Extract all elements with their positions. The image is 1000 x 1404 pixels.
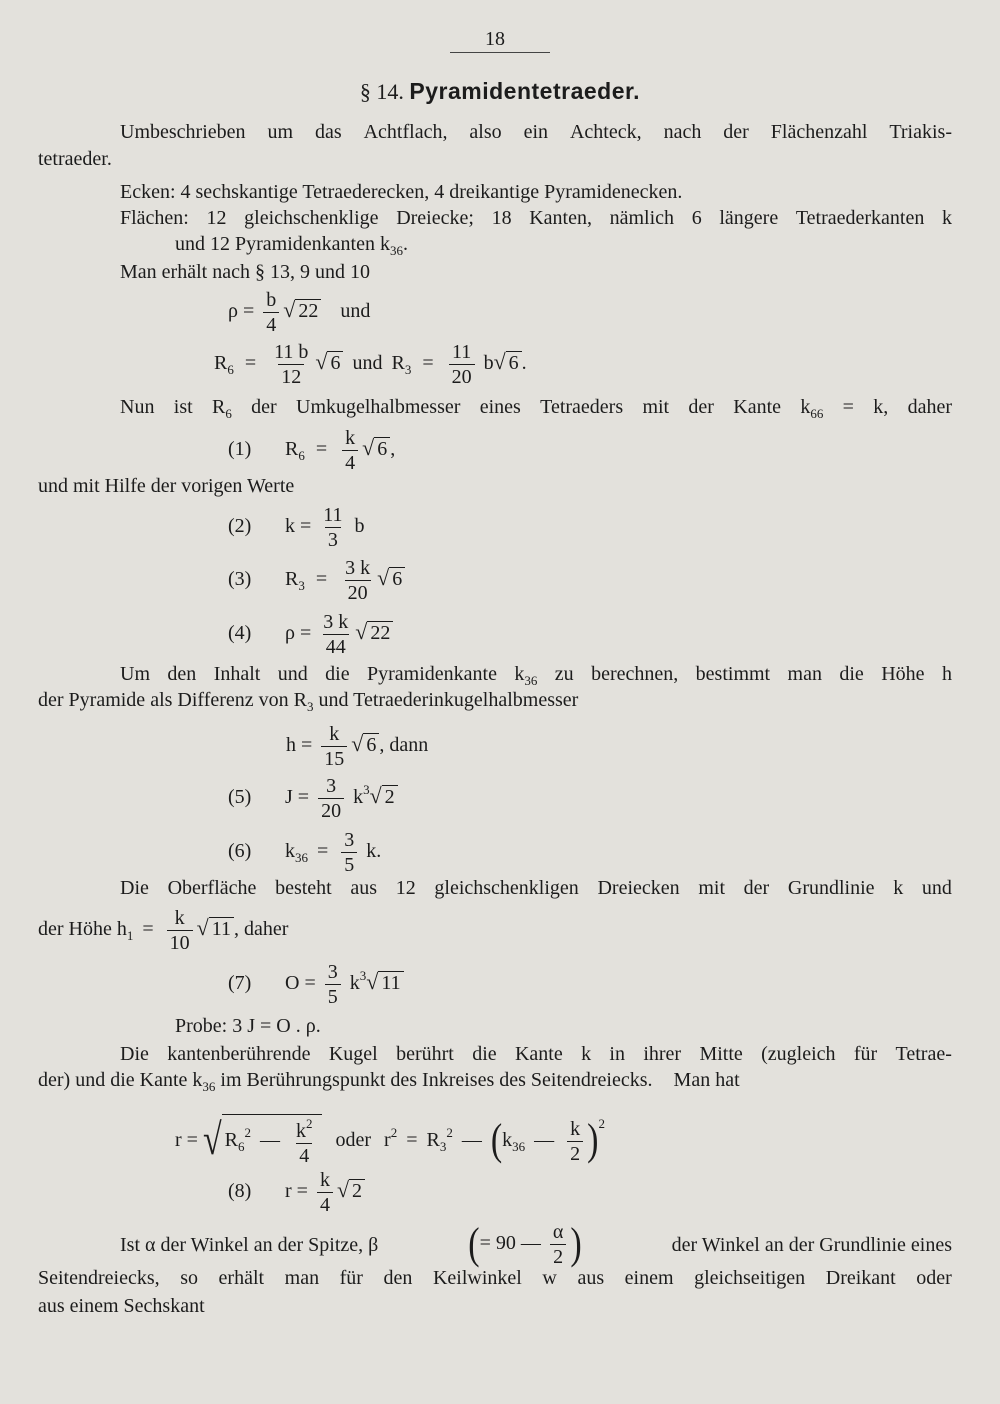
left-paren: ( bbox=[468, 1219, 480, 1268]
word: und bbox=[277, 663, 308, 685]
denominator: 5 bbox=[341, 852, 357, 875]
word: Die bbox=[120, 877, 149, 899]
denominator: 4 bbox=[342, 450, 358, 473]
text: der Winkel an der Grundlinie eines bbox=[671, 1233, 952, 1256]
word: Pyramidenkante bbox=[367, 663, 497, 685]
word: ist bbox=[173, 396, 193, 418]
equation-label: (5) bbox=[228, 786, 252, 809]
superscript: 2 bbox=[446, 1125, 453, 1140]
text: und bbox=[352, 352, 383, 375]
word: das bbox=[314, 121, 342, 143]
denominator: 10 bbox=[167, 930, 193, 953]
word: k bbox=[942, 207, 952, 229]
inhalt-line-2 bbox=[38, 688, 578, 719]
word: Tetraederkanten bbox=[795, 207, 925, 229]
symbol: R bbox=[426, 1129, 440, 1151]
kugel-line bbox=[120, 1042, 952, 1066]
word: Oberfläche bbox=[167, 877, 257, 899]
minus: — bbox=[259, 1129, 280, 1151]
word: nämlich bbox=[609, 207, 675, 229]
denominator: 4 bbox=[296, 1143, 312, 1166]
numerator: 3 k bbox=[345, 557, 371, 579]
word: Kanten, bbox=[529, 207, 592, 229]
word: einem bbox=[624, 1267, 674, 1289]
nach-line: Man erhält nach § 13, 9 und 10 bbox=[120, 261, 370, 283]
fraction bbox=[271, 342, 311, 387]
text: , bbox=[390, 438, 396, 461]
word: Umbeschrieben bbox=[120, 121, 246, 143]
fraction bbox=[263, 290, 279, 335]
section-number: § 14. bbox=[359, 79, 404, 104]
text: b bbox=[483, 352, 494, 375]
lhs: h = bbox=[286, 734, 313, 757]
equals: = bbox=[142, 918, 154, 941]
equation-label: (7) bbox=[228, 972, 252, 995]
lhs: r = bbox=[285, 1180, 308, 1203]
ecken-line: Ecken: 4 sechskantige Tetraederecken, 4 dreikantige Pyramidenecken. bbox=[120, 181, 683, 203]
numerator: 11 b bbox=[274, 341, 309, 363]
text: b bbox=[354, 515, 365, 538]
fraction bbox=[567, 1119, 583, 1164]
word: 12 bbox=[395, 877, 416, 899]
sqrt-sign: √ bbox=[366, 969, 379, 995]
text: , dann bbox=[379, 734, 429, 757]
numerator: 11 bbox=[323, 504, 343, 526]
ist-line-3: aus einem Sechskant bbox=[38, 1295, 205, 1317]
symbol: k bbox=[502, 1129, 513, 1151]
subscript: 6 bbox=[227, 362, 234, 378]
text: oder bbox=[335, 1129, 372, 1151]
symbol: k bbox=[285, 840, 295, 863]
sqrt-sign: √ bbox=[369, 783, 382, 809]
lhs: J = bbox=[285, 786, 310, 809]
word: oder bbox=[916, 1267, 952, 1289]
word: ein bbox=[523, 121, 549, 143]
word: der bbox=[251, 396, 277, 418]
header-rule bbox=[450, 52, 550, 53]
word: aus bbox=[350, 877, 378, 899]
word: eines bbox=[479, 396, 521, 418]
equation-5 bbox=[228, 776, 398, 821]
text: Man hat bbox=[673, 1069, 740, 1091]
numerator: b bbox=[266, 289, 277, 311]
radicand: 6 bbox=[363, 733, 379, 756]
word: daher bbox=[907, 396, 952, 418]
word: h bbox=[941, 663, 952, 685]
equation-label: (6) bbox=[228, 840, 252, 863]
word: gleichschenkligen bbox=[434, 877, 579, 899]
word: man bbox=[787, 663, 822, 685]
equation-label: (4) bbox=[228, 622, 252, 645]
word: der bbox=[743, 877, 770, 899]
word: Nun bbox=[120, 396, 155, 418]
text: . bbox=[521, 352, 527, 375]
text: = 90 — bbox=[479, 1232, 541, 1255]
text: der) und die Kante k bbox=[38, 1069, 203, 1091]
sqrt-sign: √ bbox=[283, 297, 296, 323]
equals: = bbox=[406, 1129, 418, 1151]
fraction bbox=[341, 830, 357, 875]
word: ihrer bbox=[643, 1043, 682, 1065]
numerator: k bbox=[570, 1117, 581, 1140]
numerator: k bbox=[319, 1169, 330, 1191]
word: in bbox=[609, 1043, 625, 1065]
word: und bbox=[921, 877, 952, 899]
denominator: 12 bbox=[278, 364, 304, 387]
equals: = bbox=[422, 352, 434, 375]
denominator: 3 bbox=[325, 527, 341, 550]
equation-3 bbox=[228, 558, 405, 603]
denominator: 20 bbox=[345, 580, 371, 603]
rho-equation bbox=[228, 290, 370, 335]
superscript: 2 bbox=[390, 1125, 398, 1140]
radicand: 6 bbox=[389, 567, 405, 590]
word: Umkugelhalbmesser bbox=[296, 396, 461, 418]
numerator bbox=[293, 1117, 316, 1143]
superscript: 3 bbox=[359, 968, 367, 984]
ober-line bbox=[120, 876, 952, 900]
radicand: 22 bbox=[295, 299, 321, 322]
equation-1 bbox=[228, 428, 395, 473]
numerator: k bbox=[174, 907, 185, 929]
word: nach bbox=[663, 121, 702, 143]
word: mit bbox=[698, 877, 725, 899]
paragraph-line bbox=[120, 120, 952, 144]
subscript: 3 bbox=[298, 578, 305, 594]
word: berührt bbox=[396, 1043, 454, 1065]
word: den bbox=[167, 663, 197, 685]
minus: — bbox=[534, 1129, 555, 1151]
fraction bbox=[318, 776, 344, 821]
sqrt-sign: √ bbox=[493, 349, 506, 375]
subscript: 1 bbox=[126, 928, 134, 944]
word: w bbox=[542, 1267, 557, 1289]
lhs: O = bbox=[285, 972, 316, 995]
fraction bbox=[167, 908, 193, 953]
lhs: ρ = bbox=[285, 622, 312, 645]
text: k. bbox=[366, 840, 382, 863]
equation-2 bbox=[228, 505, 365, 550]
equation-label: (3) bbox=[228, 568, 252, 591]
equation-label: (2) bbox=[228, 515, 252, 538]
radicand: 22 bbox=[367, 621, 393, 644]
word: 6 bbox=[691, 207, 702, 229]
text: im Berührungspunkt des Inkreises des Seitendreiecks. bbox=[220, 1069, 653, 1091]
subscript: 66 bbox=[810, 406, 824, 421]
denominator: 2 bbox=[567, 1141, 583, 1164]
superscript: 2 bbox=[598, 1116, 605, 1131]
r-radius-equation bbox=[175, 1112, 605, 1166]
word: längere bbox=[719, 207, 779, 229]
word: Achteck, bbox=[569, 121, 642, 143]
word: bestimmt bbox=[695, 663, 771, 685]
fraction bbox=[317, 1170, 333, 1215]
denominator: 15 bbox=[321, 746, 347, 769]
word: 12 bbox=[206, 207, 227, 229]
word: also bbox=[469, 121, 502, 143]
radicand: 2 bbox=[382, 785, 398, 808]
paragraph-line: tetraeder. bbox=[38, 148, 112, 170]
word: Achtflach, bbox=[363, 121, 448, 143]
word: Seitendreiecks, bbox=[38, 1267, 160, 1289]
word: Um bbox=[120, 663, 150, 685]
word: k, bbox=[873, 396, 889, 418]
denominator: 5 bbox=[325, 984, 341, 1007]
text: der Pyramide als Differenz von R bbox=[38, 689, 307, 711]
equation-label: (8) bbox=[228, 1180, 252, 1203]
subscript: 36 bbox=[389, 243, 403, 258]
probe-line: Probe: 3 J = O . ρ. bbox=[175, 1015, 321, 1037]
word: 18 bbox=[491, 207, 512, 229]
word: Mitte bbox=[699, 1043, 743, 1065]
word: Flächenzahl bbox=[770, 121, 868, 143]
word: den bbox=[383, 1267, 413, 1289]
word: Keilwinkel bbox=[432, 1267, 522, 1289]
fraction bbox=[449, 342, 475, 387]
superscript: 2 bbox=[244, 1125, 251, 1140]
r-equation bbox=[214, 342, 527, 387]
flaechen-line bbox=[120, 206, 952, 230]
denominator: 44 bbox=[323, 634, 349, 657]
text: der Höhe h bbox=[38, 918, 127, 941]
equation-label: (1) bbox=[228, 438, 252, 461]
numerator: k bbox=[345, 427, 356, 449]
text: . bbox=[402, 233, 408, 255]
word: die bbox=[472, 1043, 497, 1065]
word: Kante bbox=[733, 396, 782, 418]
word: um bbox=[267, 121, 294, 143]
right-paren: ) bbox=[587, 1116, 599, 1165]
equation-4 bbox=[228, 612, 393, 657]
word: so bbox=[180, 1267, 198, 1289]
word: Triakis- bbox=[889, 121, 952, 143]
word: (zugleich bbox=[761, 1043, 836, 1065]
word: Tetrae- bbox=[895, 1043, 952, 1065]
radicand: 11 bbox=[209, 917, 234, 940]
text: , daher bbox=[233, 918, 289, 941]
word: Kante bbox=[514, 1043, 563, 1065]
text: Ist α der Winkel an der Spitze, β bbox=[120, 1233, 379, 1256]
ist-line bbox=[120, 1219, 952, 1268]
subscript: 36 bbox=[295, 850, 308, 866]
sqrt-sign: √ bbox=[355, 619, 368, 645]
symbol: R bbox=[391, 352, 405, 375]
symbol: r bbox=[384, 1129, 391, 1151]
equals: = bbox=[244, 352, 257, 375]
equals: = bbox=[315, 438, 328, 461]
word: berechnen, bbox=[591, 663, 679, 685]
symbol: k bbox=[295, 1119, 306, 1142]
ober-line-2 bbox=[38, 908, 288, 953]
word: die bbox=[839, 663, 864, 685]
radicand-group bbox=[222, 1114, 323, 1166]
minus: — bbox=[461, 1129, 482, 1151]
word: Tetraeders bbox=[540, 396, 624, 418]
h-equation bbox=[286, 724, 428, 769]
fraction bbox=[320, 505, 345, 550]
numerator: 3 bbox=[326, 775, 337, 797]
word: Grundlinie bbox=[787, 877, 875, 899]
lhs: r = bbox=[175, 1129, 198, 1151]
subscript: 6 bbox=[237, 1139, 245, 1154]
word-group bbox=[800, 395, 823, 426]
beta-expression bbox=[468, 1219, 582, 1268]
denominator: 20 bbox=[318, 798, 344, 821]
sqrt-sign: √ bbox=[362, 435, 375, 461]
fraction bbox=[550, 1222, 566, 1267]
lhs: k = bbox=[285, 515, 312, 538]
word: zu bbox=[554, 663, 574, 685]
word: der bbox=[688, 396, 714, 418]
word: R bbox=[211, 396, 226, 418]
word: die bbox=[325, 663, 350, 685]
nun-line bbox=[120, 395, 952, 426]
numerator: 3 bbox=[344, 829, 355, 851]
word: mit bbox=[642, 396, 670, 418]
word: für bbox=[339, 1267, 363, 1289]
word: Die bbox=[120, 1043, 149, 1065]
word: k bbox=[581, 1043, 592, 1065]
denominator: 20 bbox=[449, 364, 475, 387]
text: und Tetraederinkugelhalbmesser bbox=[318, 689, 579, 711]
word: Höhe bbox=[881, 663, 925, 685]
word: Dreiecke; bbox=[396, 207, 474, 229]
numerator: 11 bbox=[451, 341, 472, 363]
subscript: 36 bbox=[524, 673, 538, 688]
word: besteht bbox=[275, 877, 332, 899]
vorigen-line: und mit Hilfe der vorigen Werte bbox=[38, 475, 295, 497]
sqrt-sign: √ bbox=[315, 349, 328, 375]
fraction bbox=[342, 558, 373, 603]
radicand: 6 bbox=[374, 437, 390, 460]
radicand: 6 bbox=[506, 351, 522, 374]
subscript: 6 bbox=[225, 406, 232, 421]
word: aus bbox=[577, 1267, 605, 1289]
word: man bbox=[284, 1267, 320, 1289]
word: der bbox=[723, 121, 749, 143]
equation-6 bbox=[228, 830, 381, 875]
numerator: 3 bbox=[327, 961, 338, 983]
equals: = bbox=[317, 840, 329, 863]
ist-line-2 bbox=[38, 1266, 952, 1290]
word: für bbox=[853, 1043, 878, 1065]
fraction bbox=[325, 962, 341, 1007]
fraction bbox=[320, 612, 351, 657]
sqrt-sign: √ bbox=[196, 915, 209, 941]
denominator: 2 bbox=[550, 1244, 566, 1267]
equals: = bbox=[315, 568, 328, 591]
word: gleichseitigen bbox=[694, 1267, 806, 1289]
word: Inhalt bbox=[213, 663, 261, 685]
text: und bbox=[340, 300, 371, 323]
fraction bbox=[321, 724, 347, 769]
symbol: R bbox=[285, 438, 299, 461]
subscript: 36 bbox=[202, 1079, 216, 1094]
symbol: k bbox=[353, 786, 364, 809]
word: Kugel bbox=[328, 1043, 378, 1065]
sqrt-sign: √ bbox=[202, 1116, 222, 1165]
superscript: 2 bbox=[305, 1115, 313, 1131]
fraction bbox=[342, 428, 358, 473]
section-name: Pyramidentetraeder. bbox=[409, 78, 641, 104]
word: Flächen: bbox=[120, 207, 189, 229]
numerator: k bbox=[329, 723, 340, 745]
word: Dreikant bbox=[825, 1267, 896, 1289]
subscript: 3 bbox=[439, 1139, 447, 1154]
fraction bbox=[293, 1117, 316, 1166]
radicand: 11 bbox=[378, 971, 403, 994]
subscript: 3 bbox=[307, 699, 314, 714]
word: k bbox=[893, 877, 904, 899]
superscript: 3 bbox=[363, 782, 370, 798]
word: Dreiecken bbox=[597, 877, 680, 899]
word: k bbox=[800, 396, 811, 418]
radicand: 2 bbox=[349, 1179, 365, 1202]
denominator: 4 bbox=[317, 1192, 333, 1215]
lhs: ρ = bbox=[228, 300, 255, 323]
denominator: 4 bbox=[263, 312, 279, 335]
word: k bbox=[514, 663, 525, 685]
subscript: 6 bbox=[298, 448, 305, 464]
word: = bbox=[842, 396, 854, 418]
symbol: R bbox=[285, 568, 299, 591]
left-paren: ( bbox=[490, 1116, 503, 1165]
word: gleichschenklige bbox=[244, 207, 379, 229]
kugel-line-2 bbox=[38, 1068, 740, 1099]
symbol: R bbox=[224, 1129, 238, 1151]
subscript: 36 bbox=[512, 1139, 526, 1154]
subscript: 3 bbox=[404, 362, 412, 378]
equation-7 bbox=[228, 962, 404, 1007]
numerator: α bbox=[552, 1221, 564, 1243]
word: kantenberührende bbox=[167, 1043, 311, 1065]
text: und 12 Pyramidenkanten k bbox=[175, 233, 390, 255]
word: erhält bbox=[218, 1267, 265, 1289]
symbol: k bbox=[349, 972, 360, 995]
page-number: 18 bbox=[485, 28, 505, 50]
flaechen-line-2 bbox=[175, 232, 408, 263]
sqrt-sign: √ bbox=[377, 565, 390, 591]
word-group bbox=[120, 395, 154, 426]
radicand: 6 bbox=[327, 351, 343, 374]
sqrt-sign: √ bbox=[336, 1177, 350, 1203]
word-group bbox=[212, 395, 232, 426]
symbol: R bbox=[214, 352, 228, 375]
numerator: 3 k bbox=[323, 611, 349, 633]
right-paren: ) bbox=[570, 1219, 582, 1268]
sqrt-sign: √ bbox=[351, 731, 364, 757]
equation-8 bbox=[228, 1170, 365, 1215]
section-title bbox=[0, 78, 1000, 105]
